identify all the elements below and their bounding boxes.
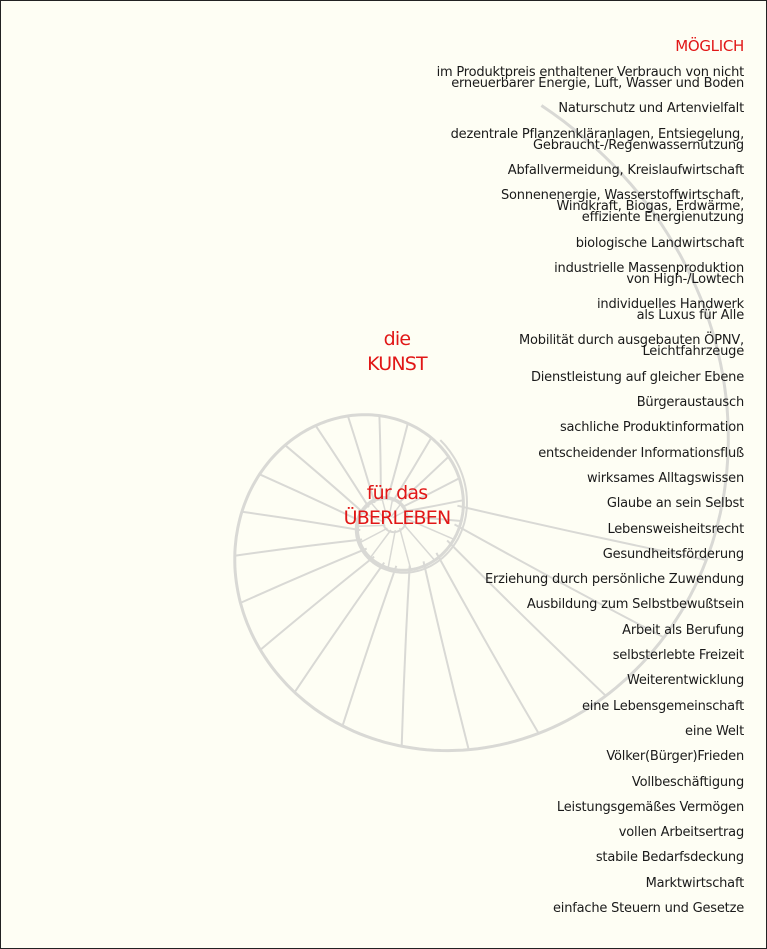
list-item	[500, 188, 744, 226]
title-line-fuer-das: für das	[366, 482, 428, 504]
list-item-line: selbsterlebte Freizeit	[612, 648, 744, 663]
list-item-line: Bürgeraustausch	[636, 395, 744, 410]
spiral-septum	[295, 563, 385, 693]
list-item-line: dezentrale Pflanzenkläranlagen, Entsiegelung,	[450, 126, 744, 142]
spiral-septum	[241, 549, 367, 603]
list-item	[575, 235, 744, 251]
list-item	[607, 521, 744, 537]
list-item-line: entscheidender Informationsfluß	[538, 445, 744, 461]
title-die-kunst	[347, 327, 447, 377]
list-item	[613, 650, 744, 661]
list-item-line: Weiterentwicklung	[626, 673, 744, 689]
list-item-line: von High-/Lowtech	[626, 271, 744, 287]
spiral-septum	[400, 528, 411, 570]
list-item	[631, 774, 744, 790]
list-item-line: Abfallvermeidung, Kreislaufwirtschaft	[507, 162, 744, 178]
list-item-line: Völker(Bürger)Frieden	[606, 749, 744, 765]
list-item-line: Lebensweisheitsrecht	[607, 521, 744, 537]
list-item-line: Erziehung durch persönliche Zuwendung	[484, 572, 744, 588]
spiral-septum	[402, 566, 410, 747]
list-item	[538, 445, 744, 461]
list-item	[622, 622, 744, 638]
list-item-line: stabile Bedarfsdeckung	[595, 850, 744, 866]
list-item-line: individuelles Handwerk	[597, 297, 744, 313]
list-item-line: Vollbeschäftigung	[631, 774, 744, 790]
list-item	[526, 597, 744, 613]
list-item-line: erneuerbarer Energie, Luft, Wasser und Boden	[451, 76, 744, 91]
list-item-line: im Produktpreis enthaltener Verbrauch von nicht	[436, 65, 744, 80]
list-item-line: als Luxus für Alle	[636, 308, 744, 324]
spiral-septum	[370, 530, 391, 558]
title-line-ueberleben: ÜBERLEBEN	[343, 507, 451, 529]
title-line-kunst: KUNST	[367, 353, 427, 375]
list-item	[597, 297, 744, 324]
list-item	[606, 749, 744, 765]
list-item-line: Naturschutz und Artenvielfalt	[558, 101, 744, 117]
list-item-line: industrielle Massenproduktion	[554, 260, 744, 276]
spiral-septum	[260, 557, 374, 650]
title-line-die: die	[383, 328, 411, 350]
list-item-line: Leistungsgemäßes Vermögen	[556, 799, 744, 815]
list-item-line: sachliche Produktinformation	[559, 420, 744, 436]
list-item	[556, 799, 744, 815]
list-item	[626, 673, 744, 689]
list-item	[586, 470, 744, 486]
list-item-line: effiziente Energienutzung	[581, 210, 744, 226]
list-item	[554, 260, 744, 287]
list-item-line: eine Welt	[685, 723, 744, 739]
list-item	[437, 67, 744, 89]
list-item	[685, 723, 744, 739]
list-item-line: Marktwirtschaft	[645, 875, 744, 891]
spiral-septum	[388, 530, 395, 568]
list-item	[618, 825, 744, 841]
list-item-line: Gesundheitsförderung	[602, 546, 744, 562]
spiral-septum	[235, 540, 362, 556]
list-item-line: Glaube an sein Selbst	[606, 496, 744, 512]
list-item-line: Windkraft, Biogas, Erdwärme,	[556, 199, 744, 215]
list-item	[582, 698, 744, 714]
list-item-line: wirksames Alltagswissen	[586, 470, 744, 486]
list-item	[484, 572, 744, 588]
spiral-septum	[343, 566, 397, 726]
list-item	[507, 162, 744, 178]
list-item-line: einfache Steuern und Gesetze	[552, 901, 744, 916]
list-item	[645, 875, 744, 891]
list-item	[559, 420, 744, 436]
list-item	[450, 126, 744, 153]
list-item-line: biologische Landwirtschaft	[575, 235, 744, 251]
spiral-septum	[424, 561, 469, 749]
list-item-line: eine Lebensgemeinschaft	[582, 698, 744, 714]
list-item	[553, 903, 744, 914]
list-item-line: Leichtfahrzeuge	[642, 344, 744, 360]
list-item	[530, 369, 744, 385]
list-item-line: Dienstleistung auf gleicher Ebene	[530, 369, 744, 385]
list-item-line: Mobilität durch ausgebauten ÖPNV,	[519, 333, 744, 349]
list-item	[602, 546, 744, 562]
heading-moeglich: MÖGLICH	[675, 37, 744, 55]
list-item-line: vollen Arbeitsertrag	[618, 825, 744, 841]
list-item	[558, 101, 744, 117]
list-item-line: Ausbildung zum Selbstbewußtsein	[526, 597, 744, 613]
list-item	[606, 496, 744, 512]
title-fuer-das-ueberleben	[327, 481, 467, 531]
list-item	[519, 333, 744, 360]
list-item-line: Gebraucht-/Regenwassernutzung	[533, 137, 744, 153]
list-item-line: Sonnenenergie, Wasserstoffwirtschaft,	[500, 188, 744, 204]
list-item	[595, 850, 744, 866]
list-item	[637, 397, 744, 408]
list-item-line: Arbeit als Berufung	[622, 622, 744, 638]
